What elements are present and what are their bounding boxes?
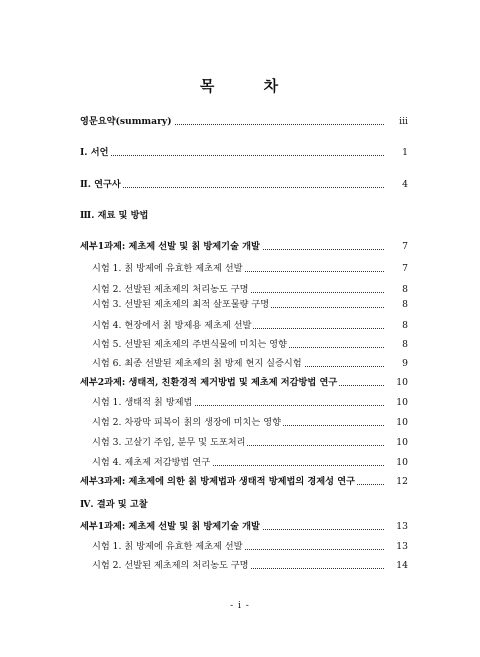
- toc-entry[interactable]: [0, 376, 480, 390]
- toc-entry-page: 10: [386, 396, 408, 410]
- toc-entry-page: 7: [386, 240, 408, 254]
- toc-entry[interactable]: [0, 209, 480, 223]
- toc-entry-page: 8: [386, 338, 408, 352]
- toc-entry-page: 9: [386, 357, 408, 371]
- toc-entry-page: 12: [386, 475, 408, 489]
- toc-entry-page: 10: [386, 376, 408, 390]
- toc-entry[interactable]: [0, 416, 480, 430]
- toc-entry-label: 시험 3. 선발된 제초제의 최적 살포물량 구명: [92, 299, 270, 310]
- toc-entry-label: 영문요약(summary): [80, 116, 172, 127]
- toc-entry[interactable]: [0, 396, 480, 410]
- page-number-footer: - i -: [230, 601, 250, 611]
- toc-entry[interactable]: [0, 240, 480, 254]
- toc-entry[interactable]: [0, 262, 480, 276]
- toc-entry[interactable]: [0, 298, 480, 312]
- page-title: 목 차: [199, 77, 281, 95]
- toc-entry-page: 10: [386, 416, 408, 430]
- toc-entry-label: 세부1과제: 제초제 선발 및 칡 방제기술 개발: [80, 241, 260, 252]
- toc-entry-label: Ⅳ. 결과 및 고찰: [80, 499, 148, 510]
- toc-entry-page: 13: [386, 520, 408, 534]
- toc-entry-page: 7: [386, 262, 408, 276]
- toc-entry[interactable]: [0, 178, 480, 192]
- toc-entry[interactable]: [0, 115, 480, 129]
- toc-entry-label: 세부3과제: 제초제에 의한 칡 방제법과 생태적 방제법의 경제성 연구: [80, 476, 356, 487]
- toc-entry[interactable]: [0, 559, 480, 573]
- toc-entry-page: 10: [386, 436, 408, 450]
- toc-entry-label: 시험 3. 고살기 주입, 분무 및 도포처리: [92, 437, 246, 448]
- toc-entry[interactable]: [0, 456, 480, 470]
- toc-entry-label: Ⅰ. 서언: [80, 147, 109, 158]
- toc-dot-leader: [80, 155, 384, 156]
- toc-entry-label: 시험 6. 최종 선발된 제초제의 칡 방제 현지 실증시험: [92, 358, 302, 369]
- toc-entry[interactable]: [0, 475, 480, 489]
- toc-entry-label: 시험 2. 선발된 제초제의 처리농도 구명: [92, 284, 249, 295]
- toc-entry-label: 시험 2. 차광막 피복이 칡의 생장에 미치는 영향: [92, 417, 281, 428]
- toc-entry[interactable]: [0, 338, 480, 352]
- toc-dot-leader: [80, 187, 384, 188]
- toc-entry-label: 시험 4. 제초제 저감방법 연구: [92, 457, 211, 468]
- toc-entry-page: 8: [386, 283, 408, 297]
- toc-entry-page: 8: [386, 298, 408, 312]
- toc-entry[interactable]: [0, 283, 480, 297]
- toc-entry[interactable]: [0, 146, 480, 160]
- toc-entry-page: 1: [386, 146, 408, 160]
- toc-entry[interactable]: [0, 319, 480, 333]
- toc-entry-label: 시험 1. 생태적 칡 방제법: [92, 397, 193, 408]
- toc-entry-page: 14: [386, 559, 408, 573]
- toc-entry-label: 시험 1. 칡 방제에 유효한 제초제 선발: [92, 541, 243, 552]
- toc-entry-label: 시험 1. 칡 방제에 유효한 제초제 선발: [92, 263, 243, 274]
- toc-entry-page: 4: [386, 178, 408, 192]
- toc-entry[interactable]: [0, 520, 480, 534]
- toc-entry-label: 시험 4. 현장에서 칡 방제용 제초제 선발: [92, 320, 252, 331]
- toc-entry[interactable]: [0, 357, 480, 371]
- toc-entry[interactable]: [0, 436, 480, 450]
- toc-entry-page: 13: [386, 540, 408, 554]
- toc-entry-page: 10: [386, 456, 408, 470]
- toc-entry-page: iii: [386, 115, 408, 129]
- toc-entry-label: 시험 5. 선발된 제초제의 주변식물에 미치는 영향: [92, 339, 287, 350]
- toc-entry-label: Ⅱ. 연구사: [80, 179, 121, 190]
- toc-entry[interactable]: [0, 540, 480, 554]
- toc-entry-page: 8: [386, 319, 408, 333]
- toc-entry-label: 세부1과제: 제초제 선발 및 칡 방제기술 개발: [80, 521, 260, 532]
- toc-entry-label: Ⅲ. 재료 및 방법: [80, 210, 149, 221]
- toc-entry-label: 세부2과제: 생태적, 친환경적 제거방법 및 제초제 저감방법 연구: [80, 377, 338, 388]
- toc-entry[interactable]: [0, 498, 480, 512]
- toc-entry-label: 시험 2. 선발된 제초제의 처리농도 구명: [92, 560, 249, 571]
